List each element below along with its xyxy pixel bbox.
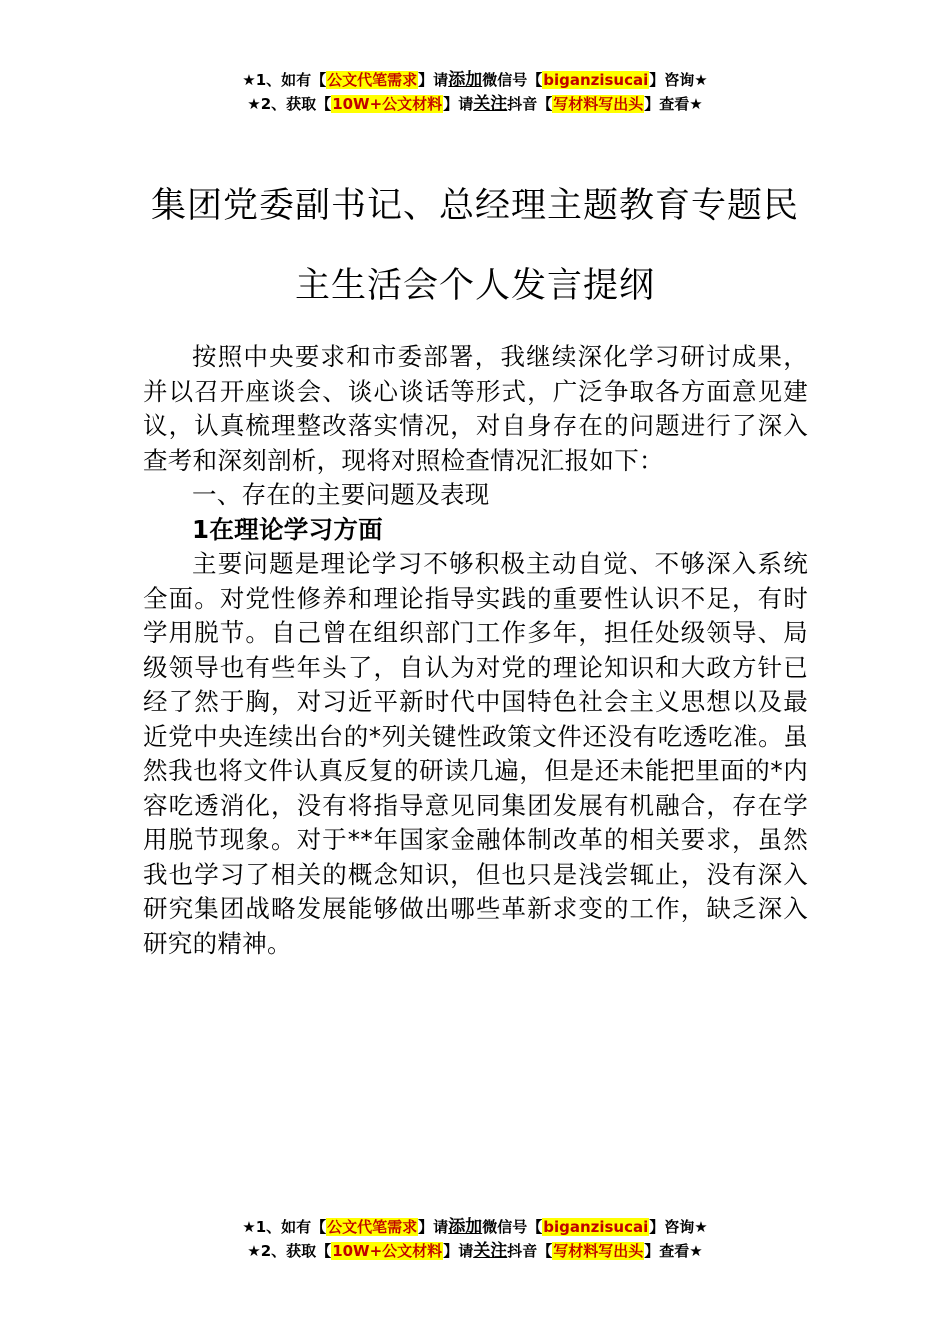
highlight-materials: 10W+公文材料 [332, 1242, 443, 1260]
highlight-service: 公文代笔需求 [327, 71, 418, 89]
banner-line-1: ★1、如有【公文代笔需求】请添加微信号【biganzisucai】咨询★ [242, 1217, 708, 1237]
document-title [0, 166, 950, 326]
header-banner [0, 68, 950, 116]
title-line-1: 集团党委副书记、总经理主题教育专题民 [150, 186, 799, 226]
highlight-service: 公文代笔需求 [327, 1218, 418, 1236]
banner-line-1: ★1、如有【公文代笔需求】请添加微信号【biganzisucai】咨询★ [242, 70, 708, 90]
highlight-douyin-id: 写材料写出头 [553, 95, 644, 113]
body-paragraph: 主要问题是理论学习不够积极主动自觉、不够深入系统全面。对党性修养和理论指导实践的重要性认识不足，有时学用脱节。自己曾在组织部门工作多年，担任处级领导、局级领导也有些年头了，自认为对党的理论知识和大政方针已经了然于胸，对习近平新时代中国特色社会主义思想以及最近党中央连续出台的*列关键性政策文件还没有吃透吃准。虽然我也将文件认真反复的研读几遍，但是还未能把里面的*内容吃透消化，没有将指导意见同集团发展有机融合，存在学用脱节现象。对于**年国家金融体制改革的相关要求，虽然我也学习了相关的概念知识，但也只是浅尝辄止，没有深入研究集团战略发展能够做出哪些革新求变的工作，缺乏深入研究的精神。 [143, 549, 808, 958]
section-heading: 一、存在的主要问题及表现 [192, 480, 490, 509]
document-body [143, 340, 808, 961]
subsection-heading: 1在理论学习方面 [192, 514, 383, 544]
title-line-2: 主生活会个人发言提纲 [294, 266, 655, 306]
banner-line-2: ★2、获取【10W+公文材料】请关注抖音【写材料写出头】查看★ [247, 1241, 703, 1261]
highlight-wechat-id: biganzisucai [543, 71, 649, 89]
highlight-douyin-id: 写材料写出头 [553, 1242, 644, 1260]
highlight-wechat-id: biganzisucai [543, 1218, 649, 1236]
footer-banner [0, 1215, 950, 1263]
highlight-materials: 10W+公文材料 [332, 95, 443, 113]
banner-line-2: ★2、获取【10W+公文材料】请关注抖音【写材料写出头】查看★ [247, 94, 703, 114]
intro-paragraph: 按照中央要求和市委部署，我继续深化学习研讨成果，并以召开座谈会、谈心谈话等形式，广泛争取各方面意见建议，认真梳理整改落实情况，对自身存在的问题进行了深入查考和深刻剖析，现将对照检查情况汇报如下： [143, 342, 808, 475]
